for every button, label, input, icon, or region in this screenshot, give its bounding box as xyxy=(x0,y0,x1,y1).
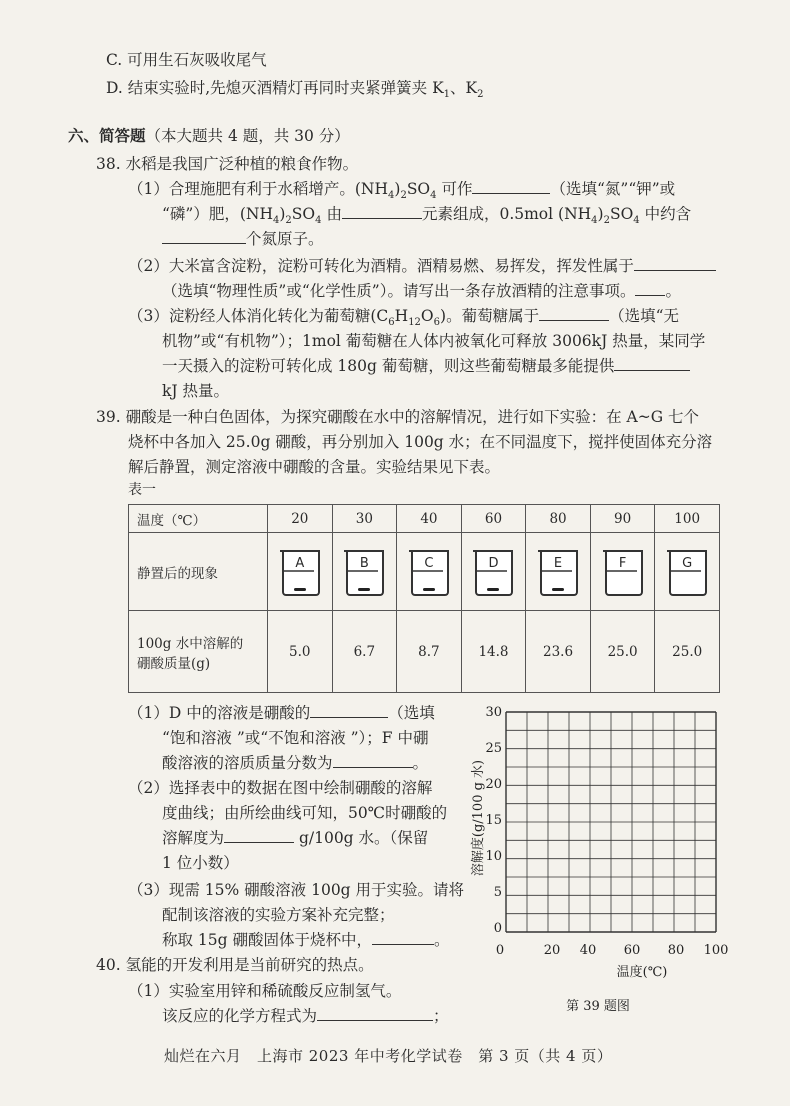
q38-p3-line3: 一天摄入的淀粉可转化成 180g 葡萄糖，则这些葡萄糖最多能提供 xyxy=(162,356,690,376)
q38-p1-line3: 个氮原子。 xyxy=(162,229,324,249)
y-tick-label: 15 xyxy=(485,813,502,828)
phenomenon-header: 静置后的现象 xyxy=(129,533,268,611)
beaker-b-icon: B xyxy=(344,548,384,596)
q39-p1-line3: 酸溶液的溶质质量分数为 。 xyxy=(162,754,429,772)
y-tick-label: 5 xyxy=(493,885,502,900)
x-tick-label: 40 xyxy=(579,943,597,958)
q39-stem-1: 39. 硼酸是一种白色固体，为探究硼酸在水中的溶解情况，进行如下实验：在 A~G 七个 xyxy=(96,408,699,426)
y-axis-title: 溶解度(g/100 g 水) xyxy=(471,759,486,877)
answer-blank[interactable] xyxy=(472,179,550,194)
y-tick-label: 25 xyxy=(485,741,502,756)
q39-p2-line3: 溶解度为 g/100g 水。（保留 xyxy=(162,829,429,847)
answer-blank[interactable] xyxy=(614,356,690,371)
beaker-f-icon: F xyxy=(603,548,643,596)
mass-cell: 5.0 xyxy=(268,611,333,693)
y-tick-label: 10 xyxy=(485,849,502,864)
q38-p3-line2: 机物”或“有机物”）；1mol 葡萄糖在人体内被氧化可释放 3006kJ 热量，某同学 xyxy=(162,332,706,350)
beaker-e-icon: E xyxy=(538,548,578,596)
answer-blank[interactable] xyxy=(539,306,609,321)
page-footer: 灿烂在六月 上海市 2023 年中考化学试卷 第 3 页（共 4 页） xyxy=(164,1047,613,1065)
q39-stem-3: 解后静置，测定溶液中硼酸的含量。实验结果见下表。 xyxy=(128,458,501,476)
answer-blank[interactable] xyxy=(634,256,716,271)
q40-p1-line2: 该反应的化学方程式为 ； xyxy=(162,1007,449,1025)
x-tick-label: 60 xyxy=(623,943,641,958)
temp-cell: 60 xyxy=(461,505,526,533)
q38-p3-line1: （3）淀粉经人体消化转化为葡萄糖$(C_6H_{12}O_6)$。葡萄糖属于 （选填“无 xyxy=(128,307,680,329)
x-axis-title: 温度(℃) xyxy=(616,965,668,980)
q38-p2-line2: （选填“物理性质”或“化学性质”）。请写出一条存放酒精的注意事项。 。 xyxy=(162,282,681,300)
q39-p2-line4: 1 位小数） xyxy=(162,854,239,872)
q38-stem: 38. 水稻是我国广泛种植的粮食作物。 xyxy=(96,155,359,173)
q39-p2-line1: （2）选择表中的数据在图中绘制硼酸的溶解 xyxy=(128,779,433,797)
answer-blank[interactable] xyxy=(224,828,294,843)
x-tick-label: 100 xyxy=(703,943,729,958)
temp-cell: 40 xyxy=(397,505,462,533)
mass-cell: 8.7 xyxy=(397,611,462,693)
q39-p1-line2: “饱和溶液 ”或“不饱和溶液 ”）；F 中硼 xyxy=(162,729,429,747)
temp-cell: 100 xyxy=(655,505,720,533)
q38-p1-line1: （1）合理施肥有利于水稻增产。$(NH_4)_2SO_4$ 可作 （选填“氮”“钾”或 xyxy=(128,180,676,202)
mass-cell: 23.6 xyxy=(526,611,591,693)
q38-p2-line1: （2）大米富含淀粉，淀粉可转化为酒精。酒精易燃、易挥发，挥发性属于 xyxy=(128,256,716,276)
section-heading: 六、简答题（本大题共 4 题，共 30 分） xyxy=(68,126,350,145)
x-tick-labels xyxy=(496,943,729,958)
graph-grid xyxy=(506,712,716,932)
y-tick-label: 30 xyxy=(485,705,502,720)
x-tick-label: 20 xyxy=(543,943,561,958)
temp-cell: 20 xyxy=(268,505,333,533)
solubility-graph[interactable] xyxy=(470,700,730,1018)
q40-p1-line1: （1）实验室用锌和稀硫酸反应制氢气。 xyxy=(128,982,402,1000)
y-tick-label: 20 xyxy=(485,777,502,792)
mass-header: 100g 水中溶解的 硼酸质量(g) xyxy=(129,611,268,693)
figure-caption: 第 39 题图 xyxy=(566,999,630,1014)
answer-blank[interactable] xyxy=(372,930,434,945)
temp-cell: 30 xyxy=(332,505,397,533)
mass-cell: 25.0 xyxy=(590,611,655,693)
answer-blank[interactable] xyxy=(342,204,422,219)
mass-cell: 6.7 xyxy=(332,611,397,693)
y-tick-labels xyxy=(485,705,502,936)
temp-cell: 80 xyxy=(526,505,591,533)
q40-stem: 40. 氢能的开发利用是当前研究的热点。 xyxy=(96,956,374,974)
answer-blank[interactable] xyxy=(333,753,413,768)
answer-blank[interactable] xyxy=(310,703,388,718)
q38-p1-line2: “磷”）肥，$(NH_4)_2SO_4$ 由 元素组成，0.5mol $(NH_4)_2SO_4$ 中约含 xyxy=(162,205,692,227)
solubility-table xyxy=(128,504,720,693)
q39-p3-line2: 配制该溶液的实验方案补充完整； xyxy=(162,906,395,924)
beaker-c-icon: C xyxy=(409,548,449,596)
option-d: D. 结束实验时,先熄灭酒精灯再同时夹紧弹簧夹 $K_1$、$K_2$ xyxy=(106,79,484,101)
y-tick-label: 0 xyxy=(493,921,502,936)
answer-blank[interactable] xyxy=(162,229,246,244)
temp-cell: 90 xyxy=(590,505,655,533)
option-c: C. 可用生石灰吸收尾气 xyxy=(106,51,267,69)
beaker-a-icon: A xyxy=(280,548,320,596)
q39-p3-line3: 称取 15g 硼酸固体于烧杯中， 。 xyxy=(162,931,450,949)
q39-p2-line2: 度曲线；由所绘曲线可知，50℃时硼酸的 xyxy=(162,804,448,822)
q39-p1-line1: （1）D 中的溶液是硼酸的 （选填 xyxy=(128,704,435,722)
table-caption: 表一 xyxy=(128,482,156,498)
q38-p3-line4: kJ 热量。 xyxy=(162,382,230,400)
mass-cell: 25.0 xyxy=(655,611,720,693)
x-tick-label: 0 xyxy=(495,943,505,958)
beaker-g-icon: G xyxy=(667,548,707,596)
q39-p3-line1: （3）现需 15% 硼酸溶液 100g 用于实验。请将 xyxy=(128,881,465,899)
mass-cell: 14.8 xyxy=(461,611,526,693)
x-tick-label: 80 xyxy=(667,943,685,958)
q39-stem-2: 烧杯中各加入 25.0g 硼酸，再分别加入 100g 水；在不同温度下，搅拌使固体充分溶 xyxy=(128,433,713,451)
temp-header: 温度（℃） xyxy=(129,505,268,533)
beaker-d-icon: D xyxy=(473,548,513,596)
answer-blank[interactable] xyxy=(317,1006,433,1021)
answer-blank[interactable] xyxy=(635,281,665,296)
